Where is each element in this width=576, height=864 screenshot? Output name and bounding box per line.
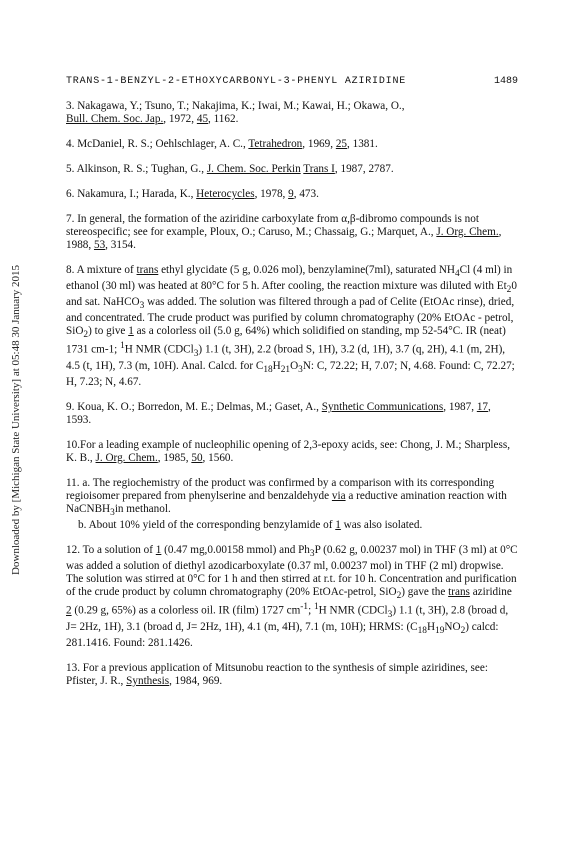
reference-4-text: 4. McDaniel, R. S.; Oehlschlager, A. C., Tetrahedron, 1969, 25, 1381. — [66, 137, 378, 150]
running-header — [66, 76, 518, 87]
reference-3-text: 3. Nakagawa, Y.; Tsuno, T.; Nakajima, K.; Iwai, M.; Kawai, H.; Okawa, O., Bull. Chem. Soc. Jap., 1972, 45, 1162. — [66, 100, 405, 125]
reference-8 — [66, 264, 518, 389]
reference-11 — [66, 477, 518, 532]
reference-6-text: 6. Nakamura, I.; Harada, K., Heterocycles, 1978, 9, 473. — [66, 187, 319, 200]
reference-10-text: 10.For a leading example of nucleophilic opening of 2,3-epoxy acids, see: Chong, J. M.; Sharpless, K. B., J. Org. Chem., 1985, 50, 1560. — [66, 438, 510, 464]
reference-12 — [66, 544, 518, 650]
reference-7 — [66, 213, 518, 252]
reference-13 — [66, 662, 518, 688]
reference-12-text: 12. To a solution of 1 (0.47 mg,0.00158 mmol) and $Ph_3P$ (0.62 g, 0.00237 mol) in THF (3 ml) at 0°C was added a solution of diethyl azodicarboxylate (0.37 ml, 0.00237 mol) in THF (2 ml) dropwise. The solution was stirred at 0°C for 1 h and then stirred at r.t. for 10 h. Concentration and purification of the crude product by column chromatography (20% EtOAc-petrol, SiO$_2$) gave the trans aziridine 2 (0.29 g, 65%) as a colorless oil. IR (film) 1727 $cm^{-1}$; $^1$H NMR (CDCl$_3$) 1.1 (t, 3H), 2.8 (broad d, J= 2Hz, 1H), 3.1 (broad d, J= 2Hz, 1H), 4.1 (m, 4H), 7.1 (m, 10H); HRMS: $(C_{18}H_{19}NO_2)$ calcd: 281.1416. Found: 281.1426. — [66, 543, 518, 649]
reference-9 — [66, 401, 518, 427]
reference-11b-text: b. About 10% yield of the corresponding benzylamide of 1 was also isolated. — [78, 518, 423, 531]
reference-3 — [66, 100, 518, 126]
reference-5-text: 5. Alkinson, R. S.; Tughan, G., J. Chem. Soc. Perkin Trans I, 1987, 2787. — [66, 162, 394, 175]
reference-11a-text: 11. a. The regiochemistry of the product was confirmed by a comparison with its corresponding regioisomer prepared from phenylserine and benzaldehyde via a reductive amination reaction with NaCNBH$_3$in methanol. — [66, 476, 507, 518]
reference-8-text: 8. A mixture of trans ethyl glycidate (5 g, 0.026 mol), benzylamine(7ml), saturated $NH_4Cl$ (4 ml) in ethanol (30 ml) was heated at 80°C for 5 h. After cooling, the reaction mixture was diluted with $Et_20$ and sat. NaHCO$_3$ was added. The solution was filtered through a pad of Celite (EtOAc rinse), dried, and concentrated. The crude product was purified by column chromatography (20% EtOAc - petrol, SiO$_2$) to give 1 as a colorless oil (5.0 g, 64%) which solidified on standing, mp 52-54°C. IR (neat) 1731 cm-1; $^1$H NMR (CDCl$_3$) 1.1 (t, 3H), 2.2 (broad S, 1H), 3.2 (d, 1H), 3.7 (q, 2H), 4.1 (m, 2H), 4.5 (t, 1H), 7.3 (m, 10H). Anal. Calcd. for $C_{18}H_{21}O_3N$: C, 72.22; H, 7.07; N, 4.68. Found: C, 72.27; H, 7.23; N, 4.67. — [66, 263, 517, 388]
reference-6 — [66, 188, 518, 201]
reference-13-text: 13. For a previous application of Mitsunobu reaction to the synthesis of simple aziridines, see: Pfister, J. R., Synthesis, 1984, 969. — [66, 661, 488, 687]
page-number: 1489 — [493, 76, 518, 87]
download-watermark-text: Downloaded by [Michigan State University] at 05:48 30 January 2015 — [10, 264, 22, 576]
reference-7-text: 7. In general, the formation of the aziridine carboxylate from α,β-dibromo compounds is not stereospecific; see for example, Ploux, O.; Caruso, M.; Chassaig, G.; Marquet, A., J. Org. Chem., 1988, 53, 3154. — [66, 212, 502, 251]
running-title: TRANS-1-BENZYL-2-ETHOXYCARBONYL-3-PHENYL AZIRIDINE — [66, 76, 407, 87]
reference-4 — [66, 138, 518, 151]
reference-10 — [66, 439, 518, 465]
reference-5 — [66, 163, 518, 176]
reference-9-text: 9. Koua, K. O.; Borredon, M. E.; Delmas, M.; Gaset, A., Synthetic Communications, 1987, 17, 1593. — [66, 400, 491, 426]
download-watermark — [6, 200, 26, 640]
reference-notes — [66, 100, 518, 700]
